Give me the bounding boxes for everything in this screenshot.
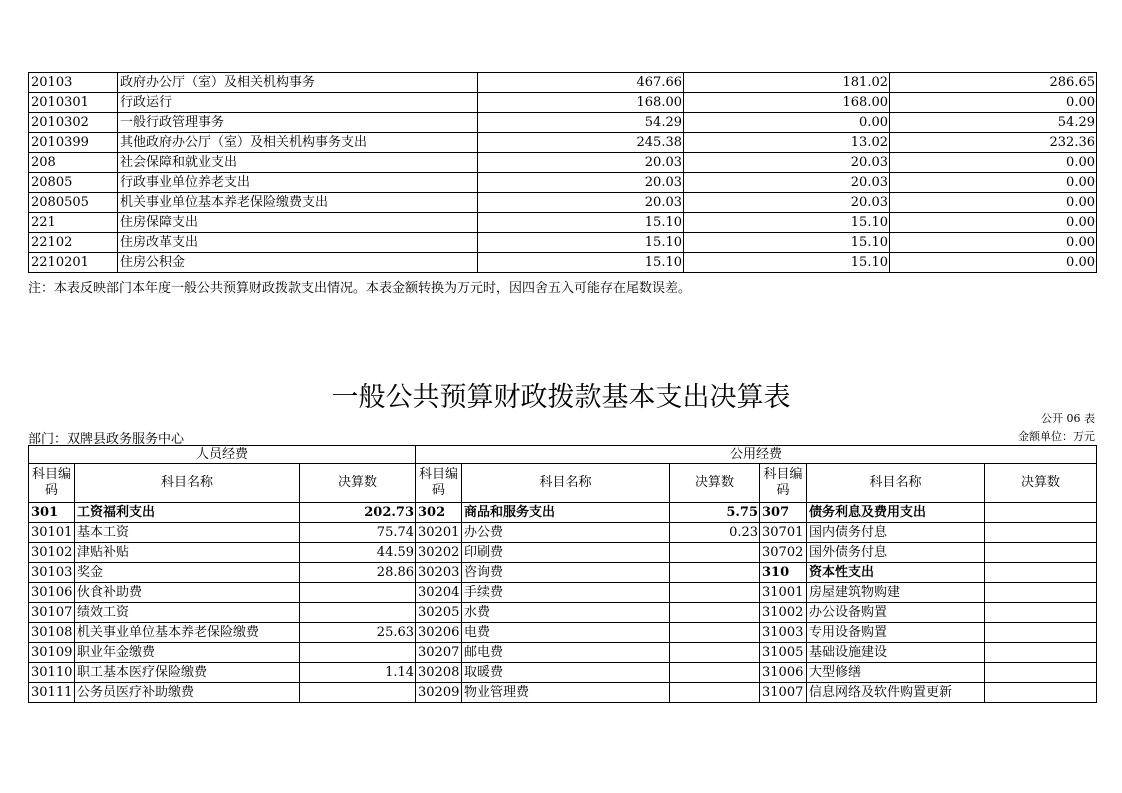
subject-name-cell: 住房保障支出 [118,213,478,233]
total-amount-cell: 54.29 [478,113,684,133]
table-row [29,543,1097,563]
subject-code-cell: 30204 [416,583,462,603]
subject-code-cell: 2210201 [29,253,118,273]
basic-amount-cell: 20.03 [684,193,890,213]
project-amount-cell: 0.00 [890,153,1097,173]
amount-cell: 5.75 [670,503,760,523]
basic-amount-cell: 20.03 [684,153,890,173]
subject-name-cell: 职业年金缴费 [75,643,300,663]
total-amount-cell: 20.03 [478,193,684,213]
subject-name-cell: 办公设备购置 [807,603,985,623]
subject-name-cell: 专用设备购置 [807,623,985,643]
basic-amount-cell: 15.10 [684,253,890,273]
basic-amount-cell: 13.02 [684,133,890,153]
total-amount-cell: 467.66 [478,73,684,93]
subject-code-cell: 30106 [29,583,75,603]
amount-cell [300,603,416,623]
subject-code-cell: 30201 [416,523,462,543]
table-row [29,603,1097,623]
subject-name-cell: 国内债务付息 [807,523,985,543]
amount-cell: 1.14 [300,663,416,683]
project-amount-cell: 286.65 [890,73,1097,93]
basic-amount-cell: 181.02 [684,73,890,93]
subject-code-cell: 30111 [29,683,75,703]
form-number: 公开 06 表 [1041,412,1095,425]
page-title: 一般公共预算财政拨款基本支出决算表 [331,382,791,413]
col-header-amount: 决算数 [300,464,416,503]
subject-code-cell: 208 [29,153,118,173]
col-header-code: 科目编码 [760,464,807,503]
subject-name-cell: 办公费 [462,523,670,543]
subject-name-cell: 伙食补助费 [75,583,300,603]
amount-cell [670,603,760,623]
table-row [29,153,1097,173]
expenditure-table [28,72,1097,273]
amount-cell: 75.74 [300,523,416,543]
basic-amount-cell: 0.00 [684,113,890,133]
subject-code-cell: 20805 [29,173,118,193]
subject-name-cell: 信息网络及软件购置更新 [807,683,985,703]
project-amount-cell: 0.00 [890,173,1097,193]
subject-code-cell: 2080505 [29,193,118,213]
subject-code-cell: 221 [29,213,118,233]
subject-code-cell: 30109 [29,643,75,663]
amount-cell [670,583,760,603]
subject-code-cell: 20103 [29,73,118,93]
amount-cell [300,583,416,603]
subject-name-cell: 大型修缮 [807,663,985,683]
table-note: 注：本表反映部门本年度一般公共预算财政拨款支出情况。本表金额转换为万元时，因四舍五入可能存在尾数误差。 [28,281,692,296]
subject-name-cell: 电费 [462,623,670,643]
subject-code-cell: 30701 [760,523,807,543]
table-row [29,583,1097,603]
table-row [29,93,1097,113]
subject-name-cell: 手续费 [462,583,670,603]
total-amount-cell: 168.00 [478,93,684,113]
subject-code-cell: 30103 [29,563,75,583]
total-amount-cell: 15.10 [478,233,684,253]
subject-name-cell: 津贴补贴 [75,543,300,563]
table-row [29,213,1097,233]
subject-name-cell: 奖金 [75,563,300,583]
amount-cell: 202.73 [300,503,416,523]
col-header-amount: 决算数 [670,464,760,503]
table-row [29,133,1097,153]
amount-cell [985,503,1097,523]
subject-code-cell: 30102 [29,543,75,563]
total-amount-cell: 15.10 [478,213,684,233]
table-row [29,683,1097,703]
project-amount-cell: 232.36 [890,133,1097,153]
subject-code-cell: 30702 [760,543,807,563]
subject-name-cell: 公务员医疗补助缴费 [75,683,300,703]
amount-cell [670,543,760,563]
subject-name-cell: 房屋建筑物购建 [807,583,985,603]
basic-amount-cell: 15.10 [684,233,890,253]
table-row [29,173,1097,193]
col-header-name: 科目名称 [807,464,985,503]
subject-name-cell: 债务利息及费用支出 [807,503,985,523]
subject-name-cell: 印刷费 [462,543,670,563]
subject-name-cell: 一般行政管理事务 [118,113,478,133]
amount-cell [670,683,760,703]
subject-code-cell: 31005 [760,643,807,663]
amount-cell [670,563,760,583]
amount-cell [300,643,416,663]
subject-name-cell: 基础设施建设 [807,643,985,663]
table-row [29,563,1097,583]
subject-name-cell: 商品和服务支出 [462,503,670,523]
amount-cell: 28.86 [300,563,416,583]
amount-cell [985,643,1097,663]
basic-amount-cell: 168.00 [684,93,890,113]
basic-amount-cell: 15.10 [684,213,890,233]
table-row [29,503,1097,523]
subject-name-cell: 资本性支出 [807,563,985,583]
project-amount-cell: 54.29 [890,113,1097,133]
subject-name-cell: 水费 [462,603,670,623]
basic-amount-cell: 20.03 [684,173,890,193]
subject-code-cell: 22102 [29,233,118,253]
department-label: 部门：双牌县政务服务中心 [28,432,185,447]
amount-cell: 44.59 [300,543,416,563]
table-row [29,113,1097,133]
subject-code-cell: 30208 [416,663,462,683]
project-amount-cell: 0.00 [890,193,1097,213]
personnel-group-header: 人员经费 [29,446,416,464]
subject-name-cell: 住房公积金 [118,253,478,273]
project-amount-cell: 0.00 [890,233,1097,253]
basic-expenditure-table [28,445,1097,703]
subject-code-cell: 30209 [416,683,462,703]
subject-code-cell: 30108 [29,623,75,643]
amount-cell [985,623,1097,643]
total-amount-cell: 20.03 [478,153,684,173]
subject-name-cell: 工资福利支出 [75,503,300,523]
subject-name-cell: 国外债务付息 [807,543,985,563]
project-amount-cell: 0.00 [890,253,1097,273]
amount-cell: 25.63 [300,623,416,643]
amount-cell [670,643,760,663]
amount-cell [985,663,1097,683]
subject-code-cell: 310 [760,563,807,583]
subject-name-cell: 社会保障和就业支出 [118,153,478,173]
subject-name-cell: 住房改革支出 [118,233,478,253]
amount-cell [985,603,1097,623]
subject-code-cell: 301 [29,503,75,523]
subject-code-cell: 302 [416,503,462,523]
col-header-amount: 决算数 [985,464,1097,503]
amount-cell [985,543,1097,563]
subject-name-cell: 职工基本医疗保险缴费 [75,663,300,683]
subject-name-cell: 其他政府办公厅（室）及相关机构事务支出 [118,133,478,153]
total-amount-cell: 245.38 [478,133,684,153]
amount-cell [670,623,760,643]
public-group-header: 公用经费 [416,446,1097,464]
amount-cell [670,663,760,683]
table-row [29,663,1097,683]
subject-code-cell: 31003 [760,623,807,643]
subject-name-cell: 绩效工资 [75,603,300,623]
col-header-code: 科目编码 [29,464,75,503]
table-row [29,73,1097,93]
subject-name-cell: 机关事业单位基本养老保险缴费支出 [118,193,478,213]
table-row [29,623,1097,643]
subject-code-cell: 31007 [760,683,807,703]
subject-code-cell: 30206 [416,623,462,643]
amount-cell [985,583,1097,603]
col-header-name: 科目名称 [75,464,300,503]
amount-cell [985,683,1097,703]
col-header-name: 科目名称 [462,464,670,503]
subject-code-cell: 30202 [416,543,462,563]
subject-name-cell: 取暖费 [462,663,670,683]
subject-name-cell: 邮电费 [462,643,670,663]
table-row [29,643,1097,663]
project-amount-cell: 0.00 [890,93,1097,113]
subject-code-cell: 31001 [760,583,807,603]
amount-cell [985,523,1097,543]
col-header-code: 科目编码 [416,464,462,503]
total-amount-cell: 15.10 [478,253,684,273]
subject-name-cell: 行政事业单位养老支出 [118,173,478,193]
amount-cell [985,563,1097,583]
subject-name-cell: 基本工资 [75,523,300,543]
subject-code-cell: 30107 [29,603,75,623]
table-row [29,523,1097,543]
subject-code-cell: 30203 [416,563,462,583]
subject-name-cell: 物业管理费 [462,683,670,703]
amount-cell [300,683,416,703]
project-amount-cell: 0.00 [890,213,1097,233]
subject-name-cell: 政府办公厅（室）及相关机构事务 [118,73,478,93]
amount-unit-label: 金额单位：万元 [1018,430,1095,443]
subject-code-cell: 31002 [760,603,807,623]
subject-code-cell: 2010399 [29,133,118,153]
subject-code-cell: 30205 [416,603,462,623]
subject-name-cell: 行政运行 [118,93,478,113]
subject-name-cell: 机关事业单位基本养老保险缴费 [75,623,300,643]
subject-code-cell: 31006 [760,663,807,683]
subject-code-cell: 2010301 [29,93,118,113]
total-amount-cell: 20.03 [478,173,684,193]
subject-code-cell: 30207 [416,643,462,663]
table-row [29,253,1097,273]
table-row [29,193,1097,213]
subject-name-cell: 咨询费 [462,563,670,583]
subject-code-cell: 30101 [29,523,75,543]
amount-cell: 0.23 [670,523,760,543]
subject-code-cell: 30110 [29,663,75,683]
table-row [29,233,1097,253]
subject-code-cell: 2010302 [29,113,118,133]
subject-code-cell: 307 [760,503,807,523]
